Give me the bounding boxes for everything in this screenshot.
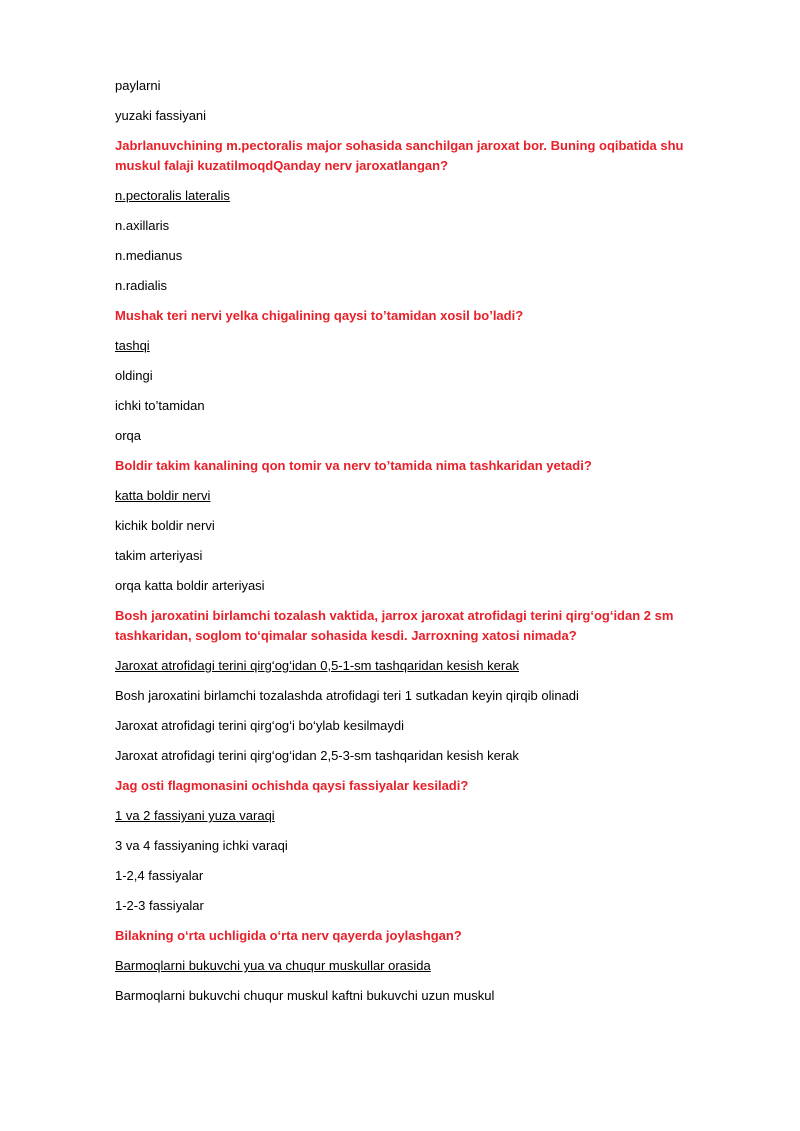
- answer-correct: Barmoqlarni bukuvchi yua va chuqur muskullar orasida: [115, 958, 431, 973]
- question-3: Boldir takim kanalining qon tomir va nerv to’tamida nima tashkaridan yetadi?: [115, 458, 592, 473]
- answer-option: n.radialis: [115, 278, 168, 293]
- question-4: Bosh jaroxatini birlamchi tozalash vaktida, jarrox jaroxat atrofidagi terini qirg‘og‘idan 2 sm tashkaridan, soglom to‘qimalar sohasida kesdi. Jarroxning xatosi nimada?: [115, 608, 674, 643]
- answer-option: ichki to’tamidan: [115, 398, 205, 413]
- question-2: Mushak teri nervi yelka chigalining qaysi to’tamidan xosil bo’ladi?: [115, 308, 524, 323]
- answer-correct: 1 va 2 fassiyani yuza varaqi: [115, 808, 275, 823]
- answer-correct: Jaroxat atrofidagi terini qirg‘og‘idan 0,5-1-sm tashqaridan kesish kerak: [115, 658, 519, 673]
- answer-option: 1-2-3 fassiyalar: [115, 898, 204, 913]
- answer-option: orqa katta boldir arteriyasi: [115, 578, 265, 593]
- answer-option: n.axillaris: [115, 218, 170, 233]
- text-line: yuzaki fassiyani: [115, 108, 207, 123]
- answer-option: 3 va 4 fassiyaning ichki varaqi: [115, 838, 288, 853]
- answer-option: 1-2,4 fassiyalar: [115, 868, 204, 883]
- answer-option: Barmoqlarni bukuvchi chuqur muskul kaftni bukuvchi uzun muskul: [115, 988, 495, 1003]
- answer-option: kichik boldir nervi: [115, 518, 215, 533]
- question-1: Jabrlanuvchining m.pectoralis major sohasida sanchilgan jaroxat bor. Buning oqibatida shu muskul falaji kuzatilmoqdQanday nerv jaroxatlangan?: [115, 138, 684, 173]
- answer-option: orqa: [115, 428, 142, 443]
- answer-correct: katta boldir nervi: [115, 488, 211, 503]
- text-line: paylarni: [115, 78, 161, 93]
- document-page: [115, 76, 727, 1016]
- question-5: Jag osti flagmonasini ochishda qaysi fassiyalar kesiladi?: [115, 778, 469, 793]
- answer-option: Jaroxat atrofidagi terini qirg‘og‘idan 2,5-3-sm tashqaridan kesish kerak: [115, 748, 519, 763]
- answer-option: oldingi: [115, 368, 153, 383]
- answer-option: takim arteriyasi: [115, 548, 203, 563]
- answer-option: Jaroxat atrofidagi terini qirg‘og‘i bo‘ylab kesilmaydi: [115, 718, 405, 733]
- question-6: Bilakning o‘rta uchligida o‘rta nerv qayerda joylashgan?: [115, 928, 462, 943]
- answer-option: Bosh jaroxatini birlamchi tozalashda atrofidagi teri 1 sutkadan keyin qirqib olinadi: [115, 688, 579, 703]
- answer-option: n.medianus: [115, 248, 183, 263]
- answer-correct: n.pectoralis lateralis: [115, 188, 230, 203]
- answer-correct: tashqi: [115, 338, 150, 353]
